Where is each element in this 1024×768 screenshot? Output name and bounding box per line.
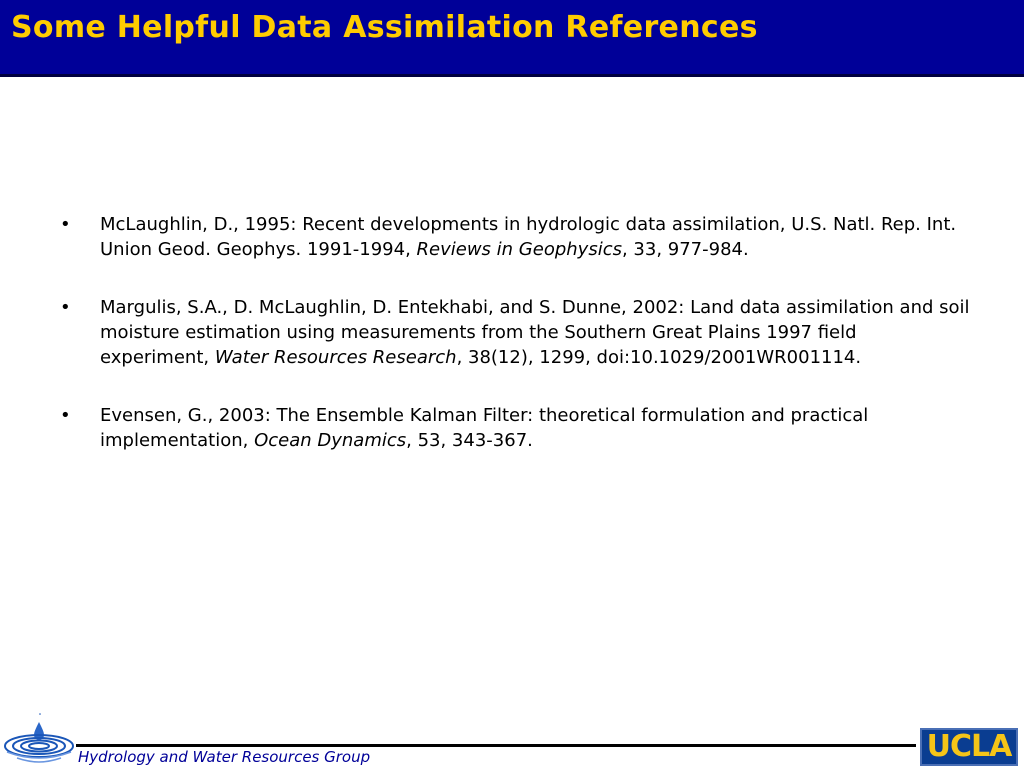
bullet-icon: • bbox=[60, 297, 71, 318]
journal-name: Reviews in Geophysics bbox=[416, 239, 622, 260]
reference-citation: , 53, 343-367. bbox=[406, 430, 533, 451]
water-drop-ripple-icon bbox=[3, 712, 75, 768]
reference-item bbox=[60, 212, 970, 262]
reference-text: McLaughlin, D., 1995: Recent developments in hydrologic data assimilation, U.S. Natl. Rep. Int. Union Geod. Geophys. 1991-1994, bbox=[100, 214, 957, 260]
reference-text: Margulis, S.A., D. McLaughlin, D. Entekhabi, and S. Dunne, 2002: Land data assimilation and soil moisture estimation using measurements from the Southern Great Plains 1997 field experiment, bbox=[100, 297, 970, 368]
footer-group-name: Hydrology and Water Resources Group bbox=[78, 748, 371, 766]
reference-list bbox=[60, 212, 970, 486]
journal-name: Ocean Dynamics bbox=[254, 430, 407, 451]
bullet-icon: • bbox=[60, 405, 71, 426]
journal-name: Water Resources Research bbox=[214, 347, 457, 368]
ucla-logo-text: UCLA bbox=[926, 729, 1012, 764]
reference-citation: , 38(12), 1299, doi:10.1029/2001WR001114. bbox=[456, 347, 862, 368]
reference-item bbox=[60, 403, 970, 453]
reference-item bbox=[60, 295, 970, 370]
bullet-icon: • bbox=[60, 214, 71, 235]
reference-text: Evensen, G., 2003: The Ensemble Kalman Filter: theoretical formulation and practical implementation, bbox=[100, 405, 869, 451]
slide-title: Some Helpful Data Assimilation References bbox=[11, 10, 758, 45]
title-bar bbox=[0, 0, 1024, 77]
ucla-logo bbox=[920, 728, 1018, 766]
footer-divider bbox=[76, 744, 916, 747]
reference-citation: , 33, 977-984. bbox=[621, 239, 749, 260]
